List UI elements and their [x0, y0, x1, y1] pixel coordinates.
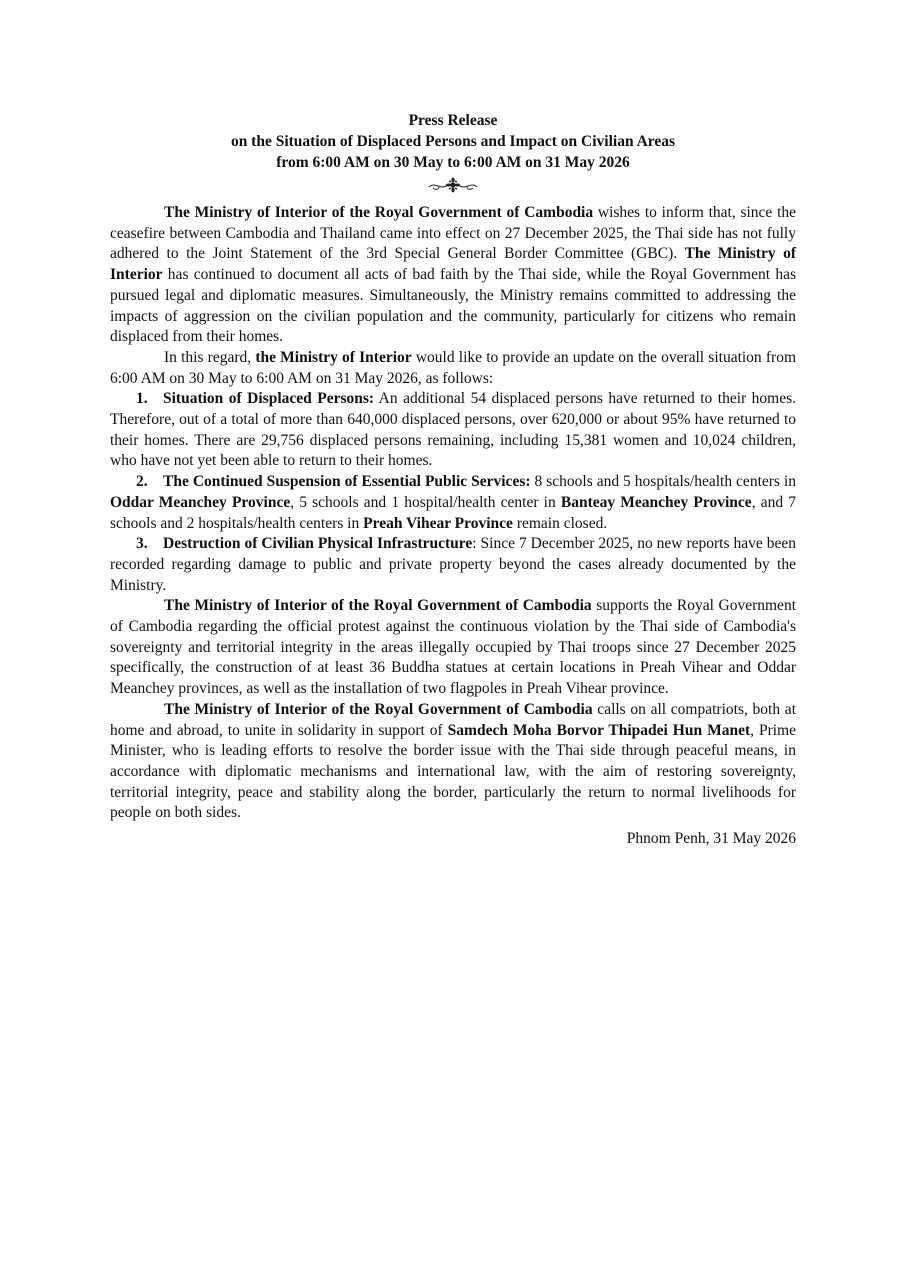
intro-text-2: has continued to document all acts of bad faith by the Thai side, while the Royal Government has pursued legal and diplomatic measures. Simultaneously, the Ministry remains committed to addressing the impacts of aggression on the civilian population and the community, particularly for citizens who remain displaced from their homes. — [110, 266, 796, 346]
list-item-1 — [110, 389, 796, 472]
call-text-1: calls on all compatriots, both at home and abroad, to unite in solidarity in support of — [110, 700, 796, 739]
province-oddar-meanchey: Oddar Meanchey Province — [110, 493, 291, 511]
list-item-text: An additional 54 displaced persons have returned to their homes. Therefore, out of a total of more than 640,000 displaced persons, over 620,000 or about 95% have returned to their homes. There are 29,756 displaced persons remaining, including 15,381 women and 10,024 children, who have not yet been able to return to their homes. — [110, 390, 796, 470]
update-paragraph — [110, 348, 796, 389]
list-item-text: 8 schools and 5 hospitals/health centers in — [530, 473, 796, 491]
intro-bold-lead: The Ministry of Interior of the Royal Government of Cambodia — [164, 204, 594, 221]
list-item-text: , and 7 schools and 2 hospitals/health centers in — [110, 493, 796, 532]
intro-bold-mid: The Ministry of Interior — [110, 245, 796, 284]
intro-text-1: wishes to inform that, since the ceasefire between Cambodia and Thailand came into effect on 27 December 2025, the Thai side has not fully adhered to the Joint Statement of the 3rd Special General Border Committee (GBC). — [110, 204, 796, 263]
protest-text: supports the Royal Government of Cambodia regarding the official protest against the continuous violation by the Thai side of Cambodia's sovereignty and territorial integrity in the areas illegally occupied by Thai troops since 27 December 2025 specifically, the construction of at least 36 Buddha statues at certain locations in Preah Vihear and Oddar Meanchey provinces, as well as the installation of two flagpoles in Preah Vihear province. — [110, 597, 796, 698]
floral-divider-icon — [425, 177, 481, 193]
province-banteay-meanchey: Banteay Meanchey Province — [560, 493, 752, 511]
list-item-number: 3. — [136, 535, 148, 553]
press-release-header — [110, 110, 796, 173]
press-release-page — [110, 110, 796, 849]
list-item-number: 1. — [136, 390, 148, 408]
call-text-2: , Prime Minister, who is leading efforts to resolve the border issue with the Thai side through peaceful means, in accordance with diplomatic mechanisms and international law, with the aim of restoring sovereignty, territorial integrity, peace and stability along the border, particularly the return to normal livelihoods for people on both sides. — [110, 721, 796, 822]
header-title: Press Release — [408, 112, 498, 129]
press-release-body — [110, 203, 796, 824]
update-text-2: would like to provide an update on the overall situation from 6:00 AM on 30 May to 6:00 AM on 31 May 2026, as follows: — [110, 348, 796, 387]
province-preah-vihear: Preah Vihear Province — [363, 514, 513, 532]
list-item-text: : Since 7 December 2025, no new reports have been recorded regarding damage to public and private property beyond the cases already documented by the Ministry. — [110, 535, 796, 594]
list-item-heading: The Continued Suspension of Essential Public Services: — [163, 473, 531, 491]
list-item-heading: Destruction of Civilian Physical Infrastructure — [163, 535, 473, 553]
call-bold-lead: The Ministry of Interior of the Royal Government of Cambodia — [164, 700, 593, 718]
header-period: from 6:00 AM on 30 May to 6:00 AM on 31 May 2026 — [276, 154, 630, 171]
list-item-text: remain closed. — [512, 514, 608, 532]
list-item-number: 2. — [136, 473, 148, 491]
protest-paragraph — [110, 596, 796, 700]
call-paragraph — [110, 700, 796, 824]
place-date-signoff: Phnom Penh, 31 May 2026 — [626, 830, 796, 848]
intro-paragraph — [110, 203, 796, 348]
list-item-3 — [110, 534, 796, 596]
update-text-1: In this regard, — [164, 348, 256, 366]
update-bold: the Ministry of Interior — [255, 348, 412, 366]
list-item-heading: Situation of Displaced Persons: — [163, 390, 375, 408]
list-item-2 — [110, 472, 796, 534]
header-subtitle: on the Situation of Displaced Persons and Impact on Civilian Areas — [230, 133, 676, 150]
list-item-text: , 5 schools and 1 hospital/health center in — [290, 493, 561, 511]
protest-bold-lead: The Ministry of Interior of the Royal Government of Cambodia — [164, 597, 592, 615]
prime-minister-name: Samdech Moha Borvor Thipadei Hun Manet — [447, 721, 751, 739]
